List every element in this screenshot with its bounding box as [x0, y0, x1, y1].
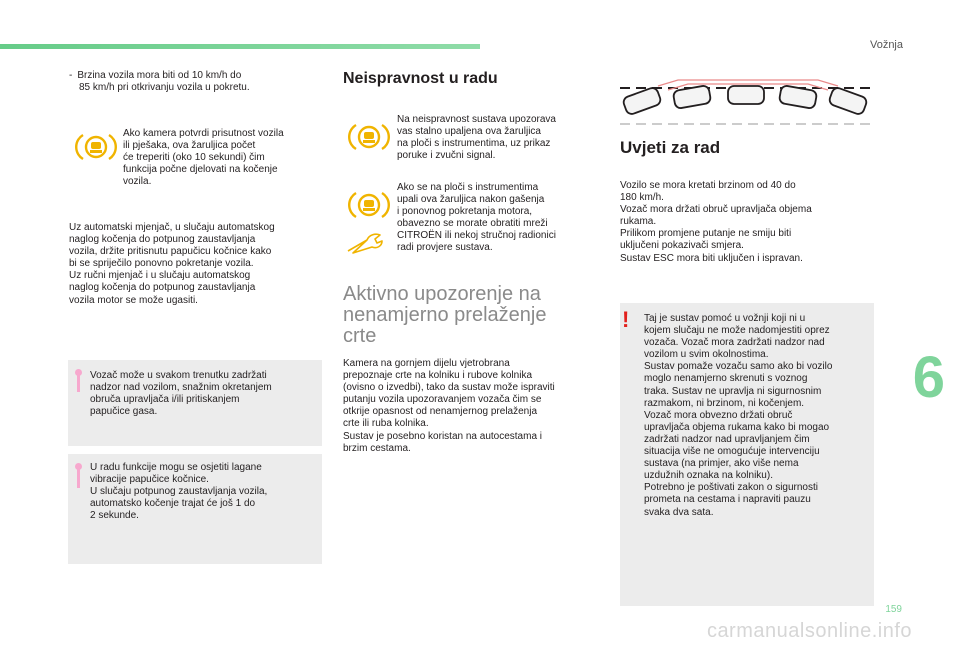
warning-icon: ! — [622, 307, 630, 332]
brake-warning-icon — [348, 190, 390, 220]
speed-bullet: - Brzina vozila mora biti od 10 km/h do 85 km/h pri otkrivanju vozila u pokretu. — [69, 70, 250, 94]
info-icon-dot — [75, 369, 82, 376]
warning-text: Taj je sustav pomoć u vožnji koji ni u kojem slučaju ne može nadomjestiti oprez vozača. Vozač mora zadržati nadzor nad vozilom u svim okolnostima. Sustav pomaže vozaču samo ako bi vozilo moglo nenamjerno skrenuti s voznog traka. Sustav ne upravlja ni sigurnosnim razmakom, ni brzinom, ni kočenjem. Vozač mora obvezno držati obruč upravljača objema rukama kako bi mogao zadržati nadzor nad upravljanjem čim situacija više ne omogućuje intervenciju sustava (na primjer, ako više nema uzdužnih oznaka na kolniku). Potrebno je poštivati zakon o sigurnosti prometa na cestama i napraviti pauzu svaka dva sata. — [644, 313, 833, 518]
info-text-1: Vozač može u svakom trenutku zadržati nadzor nad vozilom, snažnim okretanjem obruča upravljača i/ili pritiskanjem papučice gasa. — [90, 370, 272, 418]
info-text-2: U radu funkcije mogu se osjetiti lagane vibracije papučice kočnice. U slučaju potpunog zaustavljanja vozila, automatsko kočenje trajat će još 1 do 2 sekunde. — [90, 462, 268, 522]
heading-fault: Neispravnost u radu — [343, 70, 498, 87]
section-title: Vožnja — [869, 39, 903, 51]
brake-warning-icon — [75, 132, 117, 162]
watermark: carmanualsonline.info — [706, 620, 912, 642]
wrench-icon — [345, 232, 385, 254]
fault-text-2: Ako se na ploči s instrumentima upali ova žaruljica nakon gašenja i ponovnog pokretanja motora, obavezno se morate obratiti mreži CITROËN ili nekoj stručnoj radionici radi provjere sustava. — [397, 182, 556, 254]
conditions-text: Vozilo se mora kretati brzinom od 40 do 180 km/h. Vozač mora držati obruč upravljača objema rukama. Prilikom promjene putanje ne smiju biti uključeni pokazivači smjera. Sustav ESC mora biti uključen i ispravan. — [620, 180, 812, 264]
auto-gearbox-text: Uz automatski mjenjač, u slučaju automatskog naglog kočenja do potpunog zaustavljanja vozila, držite pritisnutu papučicu kočnice kako bi se spriječilo ponovno pokretanje vozila. Uz ručni mjenjač i u slučaju automatskog naglog kočenja do potpunog zaustavljanja vozila motor se može ugasiti. — [69, 222, 275, 306]
header-accent-bar — [0, 44, 480, 49]
page-number: 159 — [885, 604, 902, 615]
camera-text: Ako kamera potvrdi prisutnost vozila ili pješaka, ova žaruljica počet će treperiti (oko 10 sekundi) čim funkcija počne djelovati na kočenje vozila. — [123, 128, 284, 188]
lane-text: Kamera na gornjem dijelu vjetrobrana prepoznaje crte na kolniku i rubove kolnika (ovisno o izvedbi), tako da sustav može ispraviti putanju vozila upozoravanjem vozača čim se otkrije opasnost od nenamjernog prelaženja crte ili ruba kolnika. Sustav je posebno koristan na autocestama i brzim cestama. — [343, 358, 555, 454]
chapter-number: 6 — [912, 345, 945, 410]
info-icon-dot — [75, 463, 82, 470]
brake-warning-icon — [348, 122, 390, 152]
info-box-1 — [68, 360, 322, 446]
fault-text-1: Na neispravnost sustava upozorava vas stalno upaljena ova žaruljica na ploči s instrumentima, uz prikaz poruke i zvučni signal. — [397, 114, 556, 162]
warning-box — [620, 303, 874, 606]
heading-conditions: Uvjeti za rad — [620, 138, 721, 157]
lane-departure-illustration — [618, 76, 874, 132]
info-box-2 — [68, 454, 322, 564]
heading-lane-warning: Aktivno upozorenje na nenamjerno prelaženje crte — [343, 283, 547, 347]
